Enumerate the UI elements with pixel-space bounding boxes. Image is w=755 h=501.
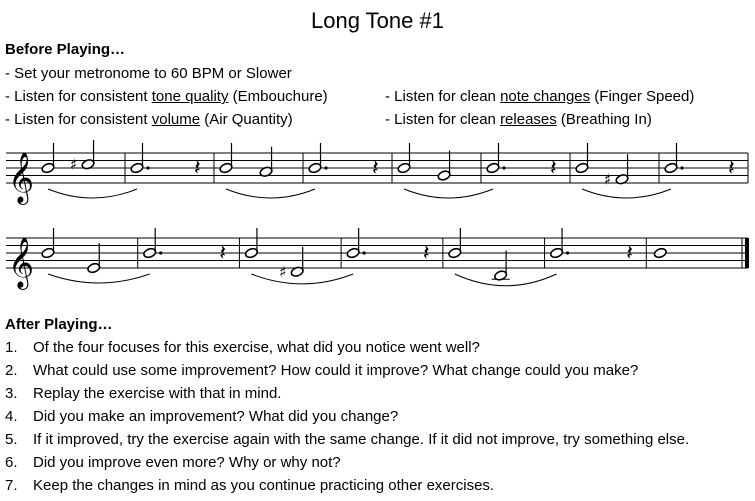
quarter-rest: 𝄽 [626, 241, 634, 266]
quarter-rest: 𝄽 [194, 156, 201, 181]
treble-clef-icon [8, 152, 34, 205]
final-bar-thick [745, 238, 749, 268]
sharp-accidental: ♯ [604, 170, 612, 189]
question-text: Replay the exercise with that in mind. [33, 385, 282, 402]
question-number: 3. [5, 385, 18, 402]
question-number: 1. [5, 339, 18, 356]
slur [251, 274, 353, 284]
sharp-accidental: ♯ [70, 155, 78, 174]
quarter-rest: 𝄽 [422, 241, 430, 266]
treble-clef-glyph: 𝄞 [8, 237, 35, 288]
augmentation-dot [502, 166, 505, 169]
focus-underlined: tone quality [151, 88, 229, 105]
slur [404, 189, 493, 198]
focus-text: - Listen for clean [385, 88, 501, 105]
question-text: What could use some improvement? How could it improve? What change could you make? [33, 362, 639, 379]
note-head [653, 247, 667, 259]
focus-text: (Embouchure) [228, 88, 328, 105]
augmentation-dot [159, 251, 162, 254]
focus-note-changes [385, 88, 694, 105]
slur [48, 189, 137, 198]
augmentation-dot [324, 166, 327, 169]
focus-underlined: releases [500, 111, 557, 128]
question-text: Keep the changes in mind as you continue practicing other exercises. [33, 477, 495, 494]
sharp-accidental: ♯ [279, 262, 287, 281]
augmentation-dot [566, 251, 569, 254]
focus-releases [385, 111, 652, 128]
quarter-rest: 𝄽 [728, 156, 735, 181]
focus-volume [5, 111, 293, 128]
after-playing-heading: After Playing… [5, 316, 113, 333]
music-staff-1 [0, 140, 755, 215]
quarter-rest: 𝄽 [372, 156, 379, 181]
question-number: 4. [5, 408, 18, 425]
quarter-rest: 𝄽 [550, 156, 557, 181]
focus-text: (Breathing In) [556, 111, 652, 128]
focus-text: - Listen for clean [385, 111, 501, 128]
quarter-rest: 𝄽 [219, 241, 227, 266]
focus-tone-quality [5, 88, 328, 105]
before-playing-heading: Before Playing… [5, 41, 126, 58]
focus-underlined: note changes [500, 88, 591, 105]
slur [226, 189, 315, 198]
slur [48, 274, 150, 283]
treble-clef-glyph: 𝄞 [8, 152, 35, 203]
metronome-instruction: - Set your metronome to 60 BPM or Slower [5, 65, 292, 82]
question-text: If it improved, try the exercise again with the same change. If it did not improve, try something else. [33, 431, 690, 448]
question-number: 6. [5, 454, 18, 471]
question-text: Did you make an improvement? What did you change? [33, 408, 399, 425]
augmentation-dot [363, 251, 366, 254]
question-text: Did you improve even more? Why or why not? [33, 454, 341, 471]
focus-text: (Air Quantity) [200, 111, 293, 128]
music-staff-2 [0, 225, 755, 300]
augmentation-dot [680, 166, 683, 169]
question-number: 7. [5, 477, 18, 494]
focus-text: (Finger Speed) [590, 88, 695, 105]
question-number: 2. [5, 362, 18, 379]
augmentation-dot [146, 166, 149, 169]
question-number: 5. [5, 431, 18, 448]
slur [582, 189, 671, 198]
focus-text: - Listen for consistent [5, 88, 152, 105]
treble-clef-icon [8, 237, 34, 290]
focus-underlined: volume [151, 111, 201, 128]
page-title: Long Tone #1 [311, 8, 444, 33]
question-text: Of the four focuses for this exercise, what did you notice went well? [33, 339, 480, 356]
focus-text: - Listen for consistent [5, 111, 152, 128]
